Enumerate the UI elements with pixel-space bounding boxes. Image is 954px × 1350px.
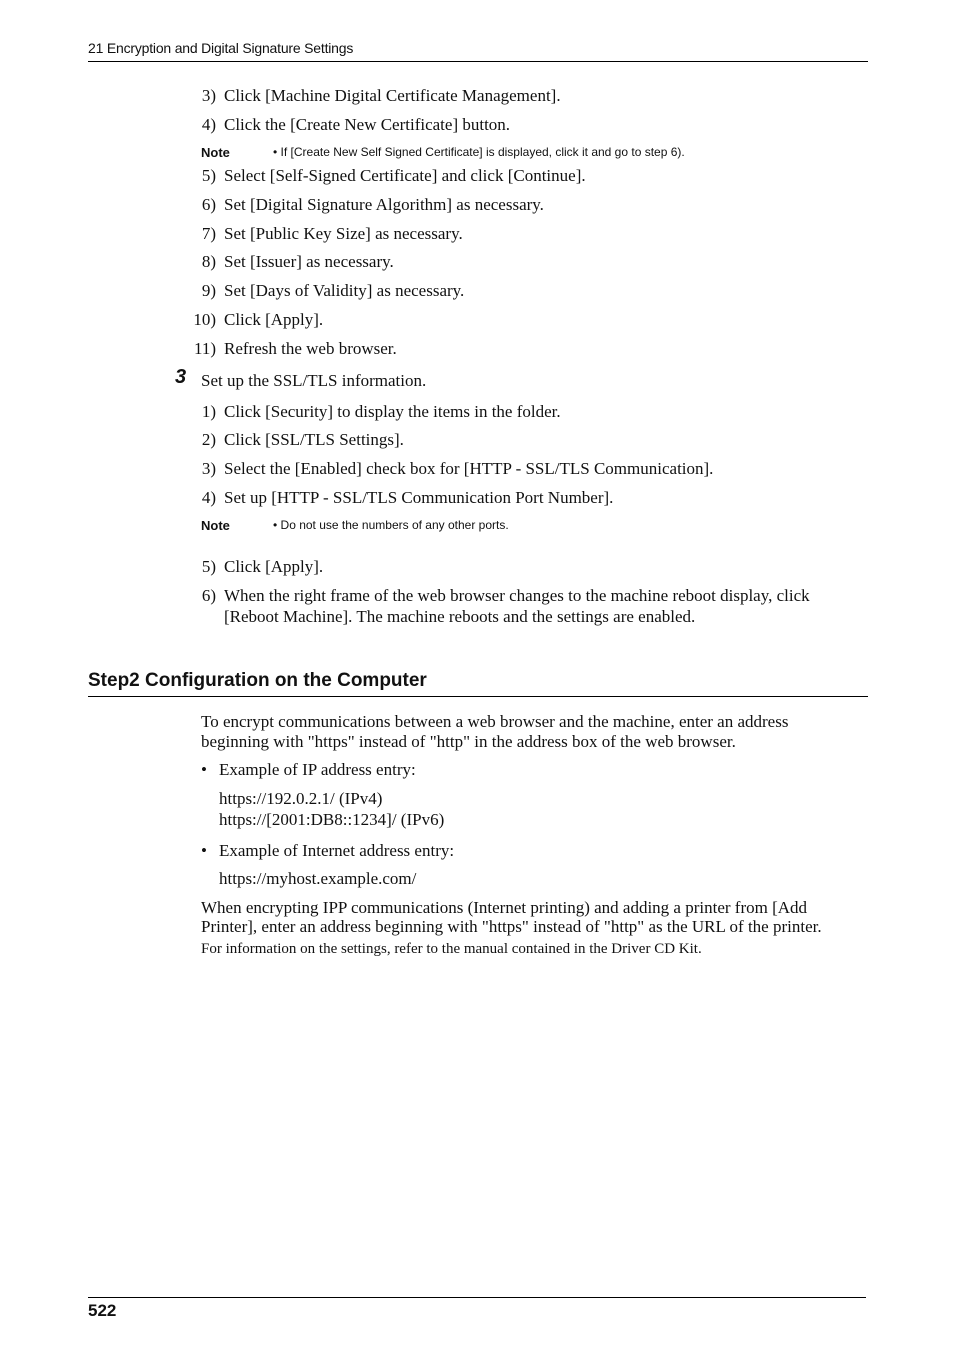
list-item-text: Click [Security] to display the items in the folder. [224, 402, 561, 421]
list-item-text: Select [Self-Signed Certificate] and click [Continue]. [224, 166, 586, 185]
section-title: Step2 Configuration on the Computer [88, 670, 868, 697]
note-text: • Do not use the numbers of any other ports. [273, 518, 509, 532]
list-item-text: Set [Digital Signature Algorithm] as necessary. [224, 195, 544, 214]
paragraph: When encrypting IPP communications (Internet printing) and adding a printer from [Add [201, 898, 808, 917]
step-number: 3 [175, 366, 187, 388]
info-text: For information on the settings, refer to the manual contained in the Driver CD Kit. [201, 941, 702, 957]
list-item-text: Click [SSL/TLS Settings]. [224, 430, 404, 449]
list-item-text: Set [Issuer] as necessary. [224, 252, 394, 271]
bullet-mark: • [201, 760, 207, 779]
example-url: https://192.0.2.1/ (IPv4) [219, 789, 383, 808]
paragraph: Printer], enter an address beginning with "https" instead of "http" as the URL of the printer. [201, 917, 822, 936]
bullet-text: Example of IP address entry: [219, 760, 416, 779]
note-label: Note [201, 518, 230, 533]
list-item-text: Click [Machine Digital Certificate Management]. [224, 86, 561, 105]
paragraph: beginning with "https" instead of "http" in the address box of the web browser. [201, 732, 736, 751]
list-item-text: Set [Days of Validity] as necessary. [224, 281, 465, 300]
step-heading: Set up the SSL/TLS information. [201, 371, 427, 390]
page-number: 522 [88, 1297, 866, 1321]
list-item-text: Click [Apply]. [224, 310, 324, 329]
list-item-text: Set up [HTTP - SSL/TLS Communication Port Number]. [224, 488, 614, 507]
list-item-text: Refresh the web browser. [224, 339, 397, 358]
list-item-text: Select the [Enabled] check box for [HTTP - SSL/TLS Communication]. [224, 459, 714, 478]
list-item-text: Click [Apply]. [224, 557, 324, 576]
list-item-text: Set [Public Key Size] as necessary. [224, 224, 463, 243]
example-url: https://[2001:DB8::1234]/ (IPv6) [219, 810, 445, 829]
running-header: 21 Encryption and Digital Signature Settings [88, 40, 868, 62]
example-url: https://myhost.example.com/ [219, 869, 417, 888]
list-item-text: Click the [Create New Certificate] button. [224, 115, 511, 134]
bullet-mark: • [201, 841, 207, 860]
note-label: Note [201, 145, 230, 160]
list-item-text-cont: [Reboot Machine]. The machine reboots and the settings are enabled. [224, 607, 696, 626]
paragraph: To encrypt communications between a web browser and the machine, enter an address [201, 712, 789, 731]
bullet-text: Example of Internet address entry: [219, 841, 455, 860]
list-item-text: When the right frame of the web browser changes to the machine reboot display, click [224, 586, 810, 605]
note-text: • If [Create New Self Signed Certificate] is displayed, click it and go to step 6). [273, 145, 685, 159]
